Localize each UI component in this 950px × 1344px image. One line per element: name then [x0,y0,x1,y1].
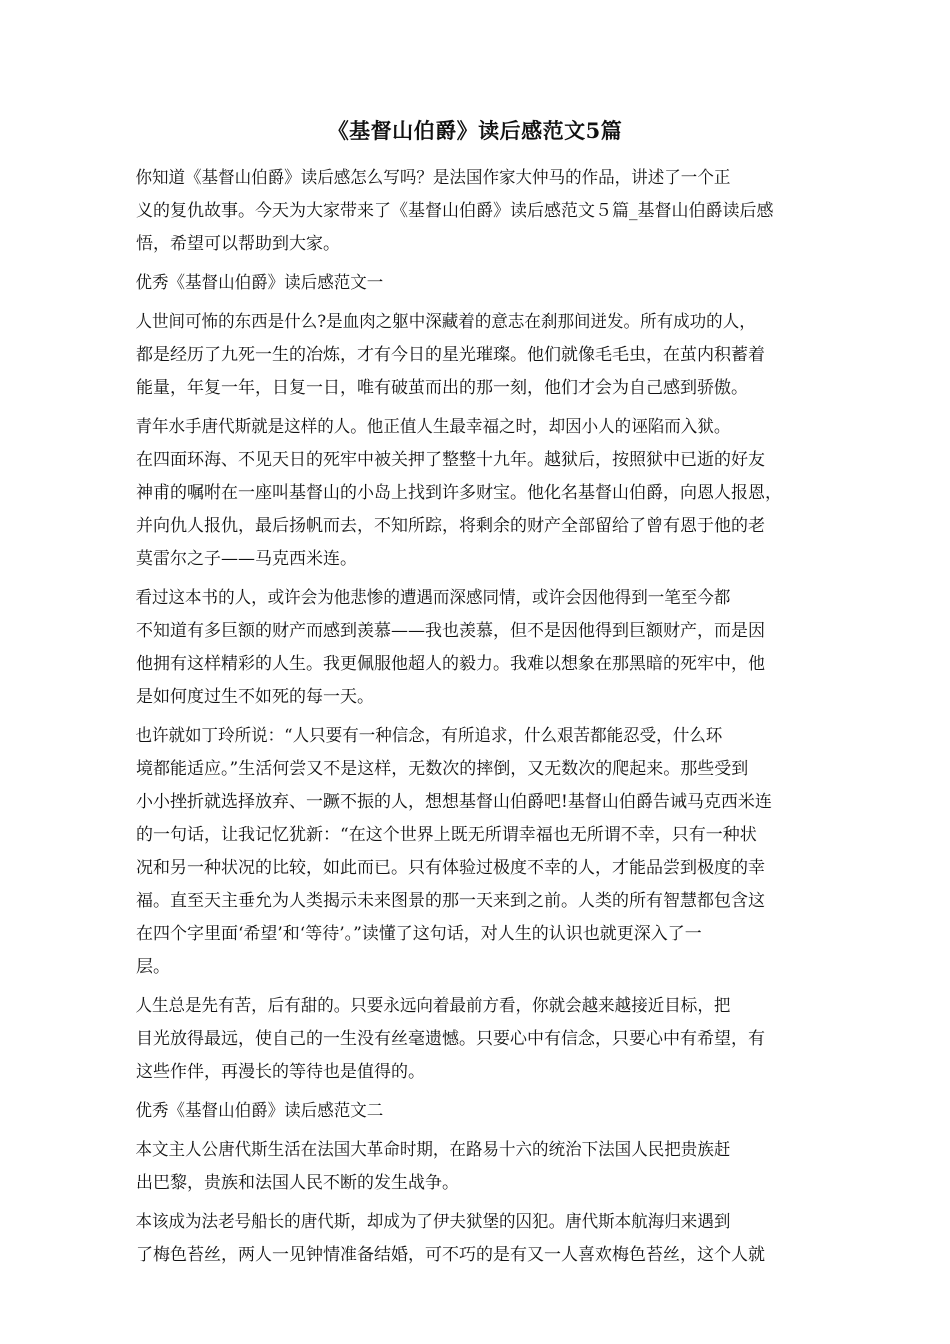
paragraph [116,162,832,261]
text-line: 义的复仇故事。今天为大家带来了《基督山伯爵》读后感范文５篇_基督山伯爵读后感 [136,201,774,221]
text-line: 不知道有多巨额的财产而感到羡慕——我也羡慕，但不是因他得到巨额财产，而是因 [136,621,765,641]
paragraph [116,720,832,984]
text-line: 他拥有这样精彩的人生。我更佩服他超人的毅力。我难以想象在那黑暗的死牢中，他 [136,654,765,674]
paragraph [116,1095,832,1128]
text-line: 的一句话，让我记忆犹新：“在这个世界上既无所谓幸福也无所谓不幸，只有一种状 [136,825,757,845]
text-line: 看过这本书的人，或许会为他悲惨的遭遇而深感同情，或许会因他得到一笔至今都 [135,588,731,608]
document-body [116,162,832,1278]
paragraph [116,1134,832,1200]
text-line: 出巴黎，贵族和法国人民不断的发生战争。 [136,1173,459,1193]
paragraph [116,990,832,1089]
text-line: 人生总是先有苦，后有甜的。只要永远向着最前方看，你就会越来越接近目标，把 [135,996,731,1016]
text-line: 人世间可怖的东西是什么?是血肉之躯中深藏着的意志在刹那间迸发。所有成功的人， [135,312,756,332]
text-line: 优秀《基督山伯爵》读后感范文二 [135,1101,384,1121]
paragraph [116,1206,832,1272]
text-line: 了梅色苔丝，两人一见钟情准备结婚，可不巧的是有又一人喜欢梅色苔丝，这个人就 [136,1245,765,1265]
text-line: 也许就如丁玲所说：“人只要有一种信念，有所追求，什么艰苦都能忍受，什么环 [135,726,723,746]
text-line: 在四面环海、不见天日的死牢中被关押了整整十九年。越狱后，按照狱中已逝的好友 [136,450,765,470]
text-line: 本文主人公唐代斯生活在法国大革命时期，在路易十六的统治下法国人民把贵族赶 [135,1140,731,1160]
text-line: 小小挫折就选择放弃、一蹶不振的人，想想基督山伯爵吧!基督山伯爵告诫马克西米连 [136,792,772,812]
text-line: 目光放得最远，使自己的一生没有丝毫遗憾。只要心中有信念，只要心中有希望，有 [136,1029,765,1049]
paragraph [116,411,832,576]
text-line: 青年水手唐代斯就是这样的人。他正值人生最幸福之时，却因小人的诬陷而入狱。 [135,417,731,437]
paragraph [116,267,832,300]
paragraph [116,582,832,714]
text-line: 是如何度过生不如死的每一天。 [136,687,374,707]
document-title: 《基督山伯爵》读后感范文5篇 [327,118,623,143]
text-line: 层。 [136,957,170,977]
text-line: 莫雷尔之子——马克西米连。 [136,549,357,569]
text-line: 这些作伴，再漫长的等待也是值得的。 [136,1062,425,1082]
text-line: 神甫的嘱咐在一座叫基督山的小岛上找到许多财宝。他化名基督山伯爵，向恩人报恩， [136,483,782,503]
text-line: 境都能适应。”生活何尝又不是这样，无数次的摔倒，又无数次的爬起来。那些受到 [136,759,749,779]
text-line: 在四个字里面‘希望’和‘等待’。”读懂了这句话，对人生的认识也就更深入了一 [136,924,702,944]
text-line: 并向仇人报仇，最后扬帆而去，不知所踪，将剩余的财产全部留给了曾有恩于他的老 [136,516,765,536]
text-line: 况和另一种状况的比较，如此而已。只有体验过极度不幸的人，才能品尝到极度的幸 [136,858,765,878]
text-line: 能量，年复一年，日复一日，唯有破茧而出的那一刻，他们才会为自己感到骄傲。 [136,378,748,398]
text-line: 福。直至天主垂允为人类揭示未来图景的那一天来到之前。人类的所有智慧都包含这 [136,891,765,911]
text-line: 本该成为法老号船长的唐代斯，却成为了伊夫狱堡的囚犯。唐代斯本航海归来遇到 [135,1212,731,1232]
paragraph [116,306,832,405]
text-line: 都是经历了九死一生的冶炼，才有今日的星光璀璨。他们就像毛毛虫，在茧内积蓄着 [136,345,765,365]
text-line: 你知道《基督山伯爵》读后感怎么写吗？是法国作家大仲马的作品，讲述了一个正 [135,168,731,188]
text-line: 优秀《基督山伯爵》读后感范文一 [135,273,384,293]
text-line: 悟，希望可以帮助到大家。 [136,234,340,254]
